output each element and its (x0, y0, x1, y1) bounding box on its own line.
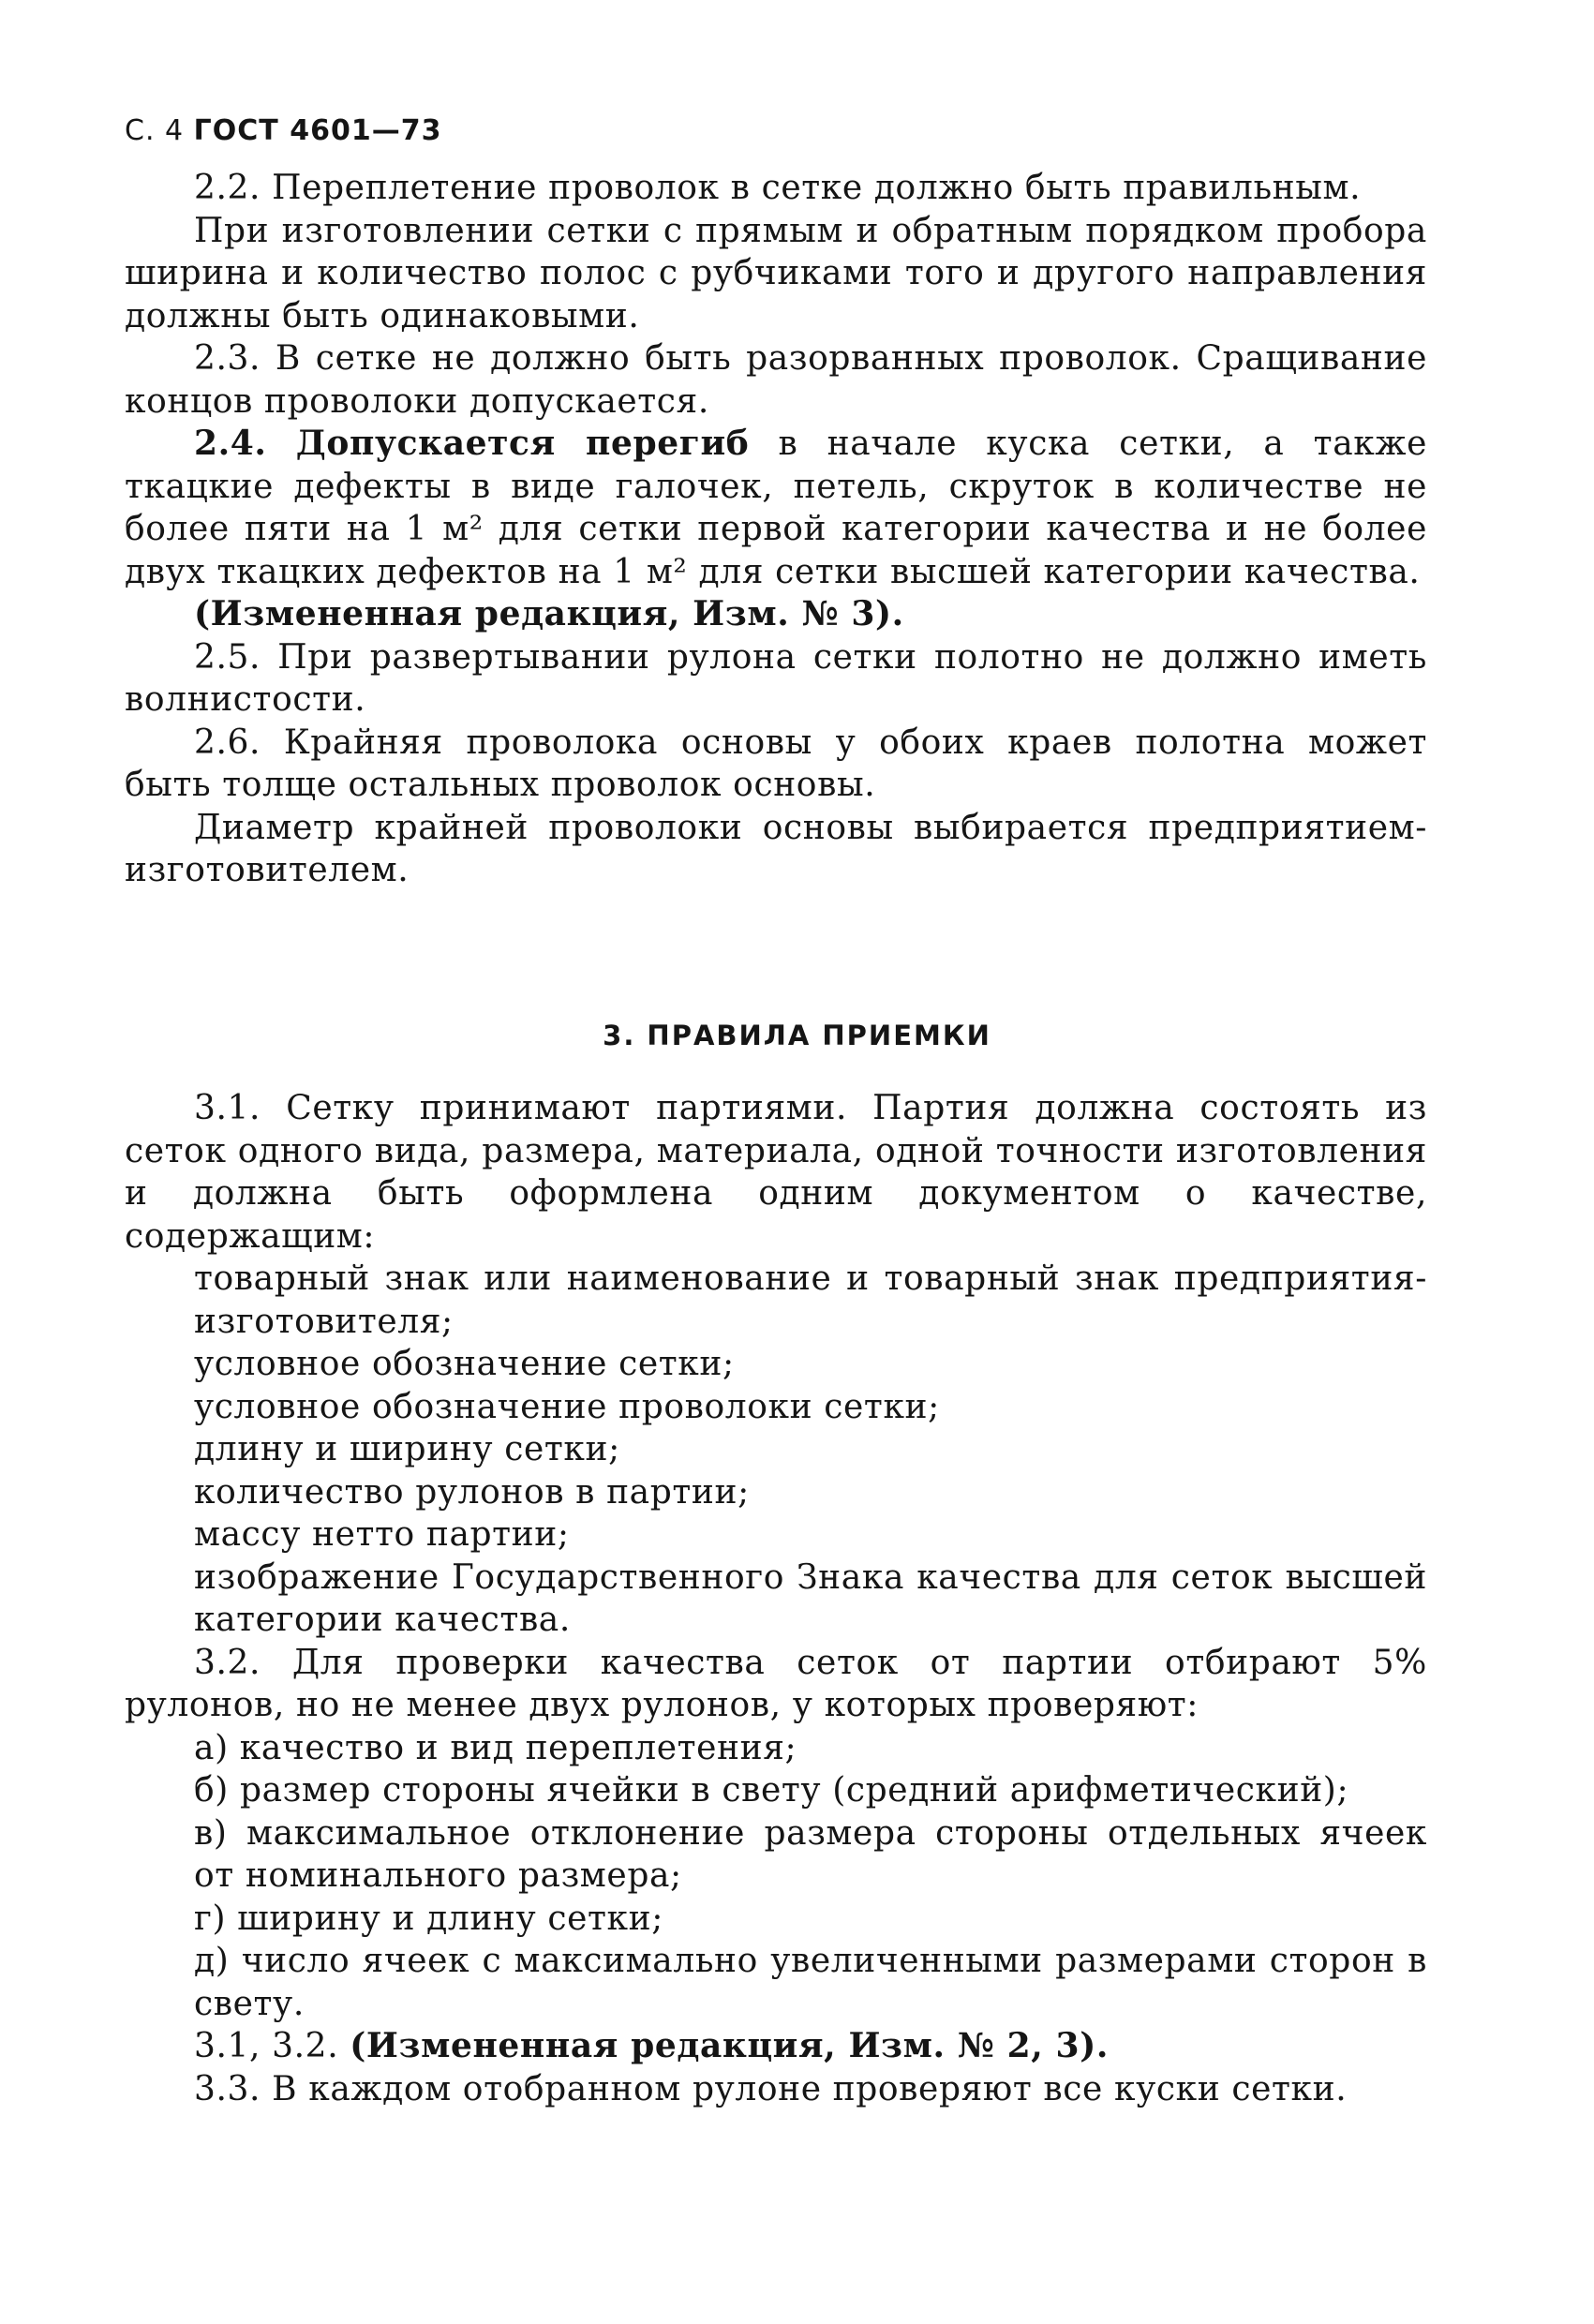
page-header (125, 114, 441, 147)
list-item: условное обозначение проволоки сетки; (194, 1387, 940, 1426)
section-2-text (125, 167, 1427, 892)
list-item: массу нетто партии; (194, 1515, 570, 1554)
paragraph-2-3: 2.3. В сетке не должно быть разорванных проволок. Сращивание концов проволоки допускается. (125, 339, 1427, 421)
amendment-note-2-4: (Измененная редакция, Изм. № 3). (194, 594, 904, 633)
paragraph-2-2: 2.2. Переплетение проволок в сетке должно быть правильным. (194, 169, 1362, 207)
list-item: а) качество и вид переплетения; (194, 1728, 797, 1767)
paragraph-3-1: 3.1. Сетку принимают партиями. Партия должна состоять из сеток одного вида, размера, материала, одной точности изготовления и должна быть оформлена одним документом о качестве, содержащим: (125, 1089, 1427, 1256)
paragraph-3-3: 3.3. В каждом отобранном рулоне проверяют все куски сетки. (194, 2069, 1348, 2108)
paragraph-2-4-body: в начале куска сетки, а также ткацкие дефекты в виде галочек, петель, скруток в количестве не более пяти на 1 м² для сетки первой категории качества и не более двух ткацких дефектов на 1 м² для сетки высшей категории качества. (125, 425, 1427, 591)
list-item: в) максимальное отклонение размера стороны отдельных ячеек от номинального размера; (194, 1813, 1427, 1895)
amendment-note-3 (125, 2025, 1427, 2068)
amendment-text: (Измененная редакция, Изм. № 2, 3). (350, 2026, 1109, 2065)
list-item: г) ширину и длину сетки; (194, 1899, 663, 1938)
section-3-title: 3. ПРАВИЛА ПРИЕМКИ (603, 1020, 991, 1051)
amendment-reference: 3.1, 3.2. (194, 2027, 339, 2065)
paragraph-2-2-continued: При изготовлении сетки с прямым и обратным порядком пробора ширина и количество полос с рубчиками того и другого направления должны быть одинаковыми. (125, 211, 1427, 335)
section-3-text (125, 1087, 1427, 2110)
list-item: изображение Государственного Знака качества для сеток высшей категории качества. (194, 1557, 1427, 1639)
paragraph-3-2: 3.2. Для проверки качества сеток от партии отбирают 5% рулонов, но не менее двух рулонов, у которых проверяют: (125, 1643, 1427, 1724)
list-item: д) число ячеек с максимально увеличенными размерами сторон в свету. (194, 1942, 1427, 2023)
paragraph-2-6-continued: Диаметр крайней проволоки основы выбирается предприятием-изготовителем. (125, 808, 1427, 889)
list-item: б) размер стороны ячейки в свету (средний арифметический); (194, 1771, 1349, 1810)
page-number: С. 4 (125, 114, 185, 147)
paragraph-2-5: 2.5. При развертывании рулона сетки полотно не должно иметь волнистости. (125, 637, 1427, 719)
list-item: условное обозначение сетки; (194, 1345, 735, 1383)
list-item: товарный знак или наименование и товарный знак предприятия-изготовителя; (194, 1259, 1427, 1341)
paragraph-2-6: 2.6. Крайняя проволока основы у обоих краев полотна может быть толще остальных проволок основы. (125, 723, 1427, 804)
list-item: длину и ширину сетки; (194, 1430, 620, 1468)
standard-code: ГОСТ 4601—73 (193, 114, 442, 147)
paragraph-2-4 (125, 423, 1427, 593)
paragraph-2-4-number: 2.4. (194, 424, 267, 463)
paragraph-2-4-lead: Допускается перегиб (295, 424, 750, 463)
list-item: количество рулонов в партии; (194, 1472, 750, 1512)
